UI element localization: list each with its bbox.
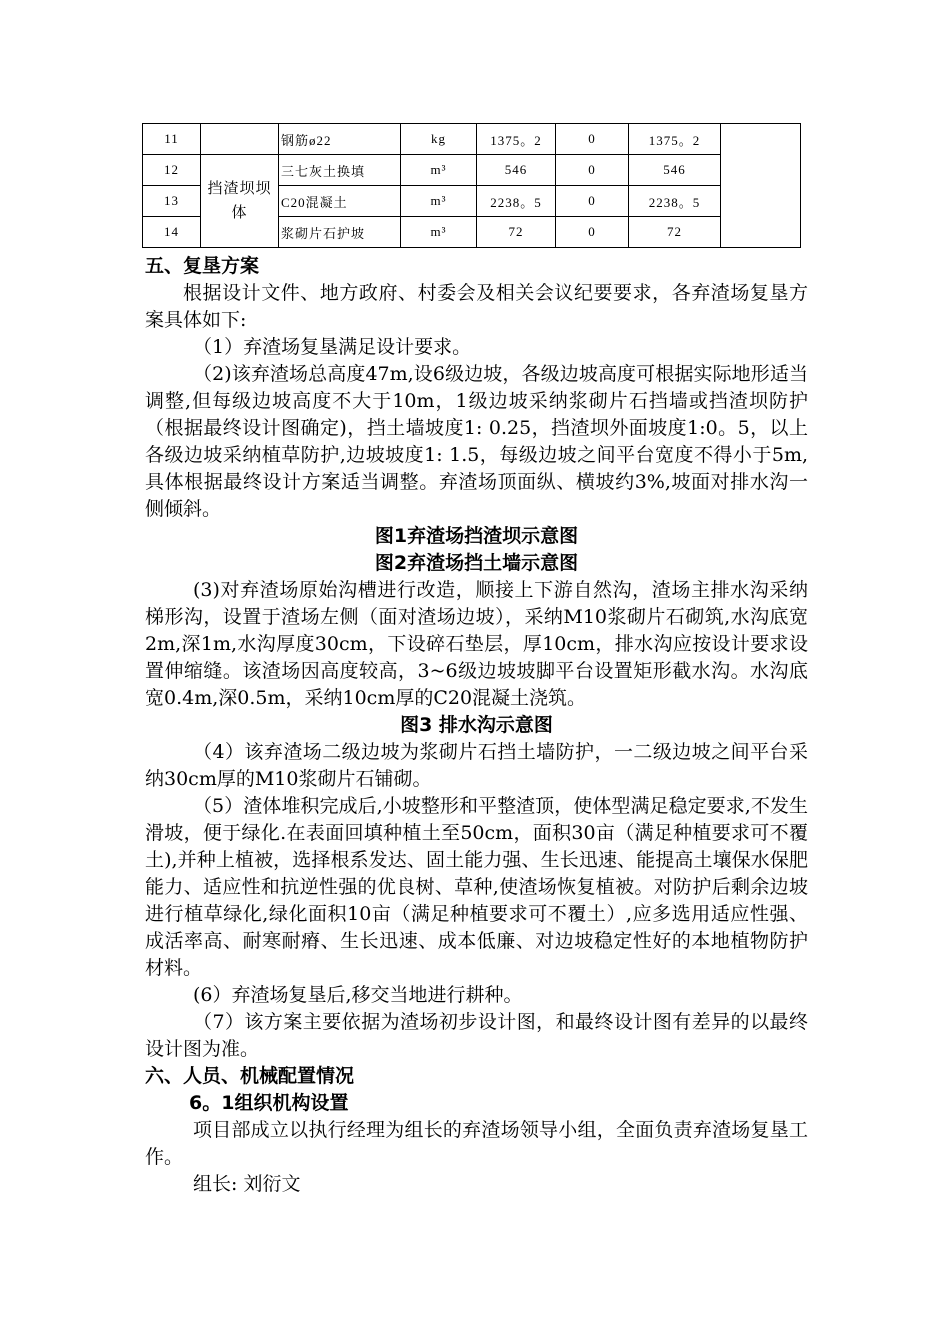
- figure-caption: 图2弃渣场挡土墙示意图: [374, 552, 579, 574]
- figure-caption: 图3 排水沟示意图: [400, 714, 553, 736]
- item-change-qty: 0: [556, 217, 629, 248]
- paragraph: (6）弃渣场复垦后,移交当地进行耕种。: [193, 984, 523, 1006]
- item-total-qty: 546: [629, 155, 721, 186]
- item-change-qty: 0: [556, 155, 629, 186]
- item-name: C20混凝土: [279, 186, 401, 217]
- paragraph: (3)对弃渣场原始沟槽进行改造，顺接上下游自然沟，渣场主排水沟采纳梯形沟，设置于渣场左侧（面对渣场边坡），采纳M10浆砌片石砌筑,水沟底宽2m,深1m,水沟厚度30cm，下设碎石垫层，厚10cm，排水沟应按设计要求设置伸缩缝。该渣场因高度较高，3~6级边坡坡脚平台设置矩形截水沟。水沟底宽0.4m,深0.5m，采纳10cm厚的C20混凝土浇筑。: [145, 579, 808, 709]
- group-label: [201, 155, 279, 248]
- paragraph: 组长: 刘衍文: [193, 1173, 301, 1195]
- quantity-table: [142, 123, 801, 248]
- item-total-qty: 72: [629, 217, 721, 248]
- paragraph: （1）弃渣场复垦满足设计要求。: [193, 336, 472, 358]
- table-row: [143, 155, 801, 186]
- remarks-cell: [721, 124, 801, 248]
- item-unit: kg: [401, 124, 477, 155]
- item-name: 浆砌片石护坡: [279, 217, 401, 248]
- item-unit: m³: [401, 217, 477, 248]
- section5-heading: 五、复垦方案: [145, 255, 260, 277]
- item-design-qty: 1375。2: [477, 124, 556, 155]
- item-design-qty: 2238。5: [477, 186, 556, 217]
- item-unit: m³: [401, 186, 477, 217]
- paragraph: （2)该弃渣场总高度47m,设6级边坡，各级边坡高度可根据实际地形适当调整,但每级边坡高度不大于10m，1级边坡采纳浆砌片石挡墙或挡渣坝防护（根据最终设计图确定)，挡土墙坡度1: 0.25，挡渣坝外面坡度1:0。5，以上各级边坡采纳植草防护,边坡坡度1: 1.5，每级边坡之间平台宽度不得小于5m,具体根据最终设计方案适当调整。弃渣场顶面纵、横坡约3%,坡面对排水沟一侧倾斜。: [145, 363, 808, 520]
- row-number: 13: [143, 186, 201, 217]
- item-unit: m³: [401, 155, 477, 186]
- group-label-text: 挡渣坝坝体: [207, 181, 272, 221]
- row-number: 11: [143, 124, 201, 155]
- paragraph: （4）该弃渣场二级边坡为浆砌片石挡土墙防护，一二级边坡之间平台采纳30cm厚的M10浆砌片石铺砌。: [145, 741, 808, 790]
- body-text: [145, 253, 808, 1198]
- item-total-qty: 2238。5: [629, 186, 721, 217]
- item-design-qty: 546: [477, 155, 556, 186]
- table-row: [143, 124, 801, 155]
- item-design-qty: 72: [477, 217, 556, 248]
- subsection-heading: 6。1组织机构设置: [189, 1092, 349, 1114]
- paragraph: （7）该方案主要依据为渣场初步设计图，和最终设计图有差异的以最终设计图为准。: [145, 1011, 808, 1060]
- item-change-qty: 0: [556, 124, 629, 155]
- section5-intro: 根据设计文件、地方政府、村委会及相关会议纪要要求，各弃渣场复垦方案具体如下:: [145, 282, 808, 331]
- figure-caption: 图1弃渣场挡渣坝示意图: [374, 525, 579, 547]
- group-cell-empty: [201, 124, 279, 155]
- item-total-qty: 1375。2: [629, 124, 721, 155]
- item-change-qty: 0: [556, 186, 629, 217]
- paragraph: （5）渣体堆积完成后,小坡整形和平整渣顶，使体型满足稳定要求,不发生滑坡，便于绿化.在表面回填种植土至50cm，面积30亩（满足种植要求可不覆土),并种上植被，选择根系发达、固土能力强、生长迅速、能提高土壤保水保肥能力、适应性和抗逆性强的优良树、草种,使渣场恢复植被。对防护后剩余边坡进行植草绿化,绿化面积10亩（满足种植要求可不覆土）,应多选用适应性强、成活率高、耐寒耐瘠、生长迅速、成本低廉、对边坡稳定性好的本地植物防护材料。: [145, 795, 808, 979]
- paragraph: 项目部成立以执行经理为组长的弃渣场领导小组，全面负责弃渣场复垦工作。: [145, 1119, 808, 1168]
- row-number: 12: [143, 155, 201, 186]
- item-name: 钢筋ø22: [279, 124, 401, 155]
- section6-heading: 六、人员、机械配置情况: [145, 1065, 355, 1087]
- row-number: 14: [143, 217, 201, 248]
- item-name: 三七灰土换填: [279, 155, 401, 186]
